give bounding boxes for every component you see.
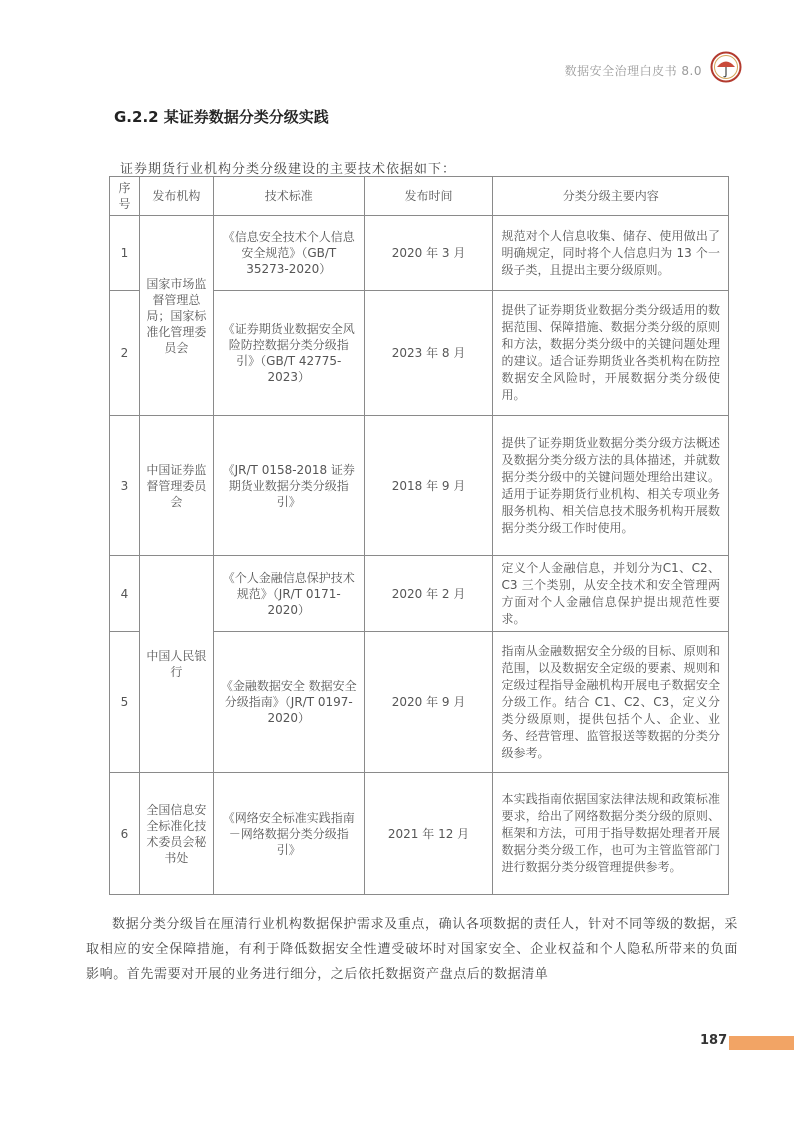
table-header-row [110, 177, 729, 216]
standards-table [109, 176, 729, 895]
issuing-org: 中国人民银行 [139, 556, 213, 773]
section-title: G.2.2 某证券数据分类分级实践 [114, 108, 329, 126]
standard-name: 《金融数据安全 数据安全分级指南》（JR/T 0197-2020） [213, 632, 364, 773]
standard-name: 《个人金融信息保护技术规范》（JR/T 0171-2020） [213, 556, 364, 632]
issuing-org: 全国信息安全标准化技术委员会秘书处 [139, 773, 213, 895]
publish-date: 2023 年 8 月 [364, 291, 493, 416]
table-row [110, 773, 729, 895]
row-number: 6 [110, 773, 140, 895]
row-number: 3 [110, 416, 140, 556]
publish-date: 2018 年 9 月 [364, 416, 493, 556]
standard-name: 《网络安全标准实践指南－网络数据分类分级指引》 [213, 773, 364, 895]
classification-content: 提供了证券期货业数据分类分级适用的数据范围、保障措施、数据分类分级的原则和方法，数据分类分级中的关键问题处理的建议。适合证券期货业各类机构在防控数据安全风险时，开展数据分类分级使用。 [493, 291, 729, 416]
body-paragraph: 数据分类分级旨在厘清行业机构数据保护需求及重点，确认各项数据的责任人，针对不同等级的数据，采取相应的安全保障措施，有利于降低数据安全性遭受破坏时对国家安全、企业权益和个人隐私所带来的负面影响。首先需要对开展的业务进行细分，之后依托数据资产盘点后的数据清单 [86, 917, 738, 982]
header-standard: 技术标准 [213, 177, 364, 216]
classification-content: 本实践指南依据国家法律法规和政策标准要求，给出了网络数据分类分级的原则、框架和方法，可用于指导数据处理者开展数据分类分级工作，也可为主管监管部门进行数据分类分级管理提供参考。 [493, 773, 729, 895]
standard-name: 《信息安全技术个人信息安全规范》（GB/T 35273-2020） [213, 216, 364, 291]
publish-date: 2021 年 12 月 [364, 773, 493, 895]
classification-content: 定义个人金融信息，并划分为C1、C2、C3 三个类别，从安全技术和安全管理两方面对个人金融信息保护提出规范性要求。 [493, 556, 729, 632]
classification-content: 指南从金融数据安全分级的目标、原则和范围，以及数据安全定级的要素、规则和定级过程指导金融机构开展电子数据安全分级工作。结合 C1、C2、C3，定义分类分级原则，提供包括个人、企业、业务、经营管理、监管报送等数据的分类分级参考。 [493, 632, 729, 773]
row-number: 5 [110, 632, 140, 773]
publish-date: 2020 年 9 月 [364, 632, 493, 773]
umbrella-shield-icon [710, 51, 742, 83]
header-date: 发布时间 [364, 177, 493, 216]
publish-date: 2020 年 2 月 [364, 556, 493, 632]
standard-name: 《JR/T 0158-2018 证券期货业数据分类分级指引》 [213, 416, 364, 556]
header-org: 发布机构 [139, 177, 213, 216]
standard-name: 《证券期货业数据安全风险防控数据分类分级指引》（GB/T 42775-2023） [213, 291, 364, 416]
table-intro: 证券期货行业机构分类分级建设的主要技术依据如下： [120, 162, 457, 177]
row-number: 4 [110, 556, 140, 632]
table-row [110, 556, 729, 632]
issuing-org: 中国证券监督管理委员会 [139, 416, 213, 556]
header-no: 序号 [110, 177, 140, 216]
table-row [110, 416, 729, 556]
page-number: 187 [700, 1033, 728, 1048]
table-row [110, 216, 729, 291]
header-text: 数据安全治理白皮书 8.0 [564, 64, 702, 78]
row-number: 1 [110, 216, 140, 291]
classification-content: 提供了证券期货业数据分类分级方法概述及数据分类分级方法的具体描述，并就数据分类分级中的关键问题处理给出建议。适用于证券期货行业机构、相关专项业务服务机构、相关信息技术服务机构开展数据分类分级工作时使用。 [493, 416, 729, 556]
classification-content: 规范对个人信息收集、储存、使用做出了明确规定，同时将个人信息归为 13 个一级子类，且提出主要分级原则。 [493, 216, 729, 291]
issuing-org: 国家市场监督管理总局；国家标准化管理委员会 [139, 216, 213, 416]
header-content: 分类分级主要内容 [493, 177, 729, 216]
page-accent-bar [729, 1036, 794, 1050]
publish-date: 2020 年 3 月 [364, 216, 493, 291]
row-number: 2 [110, 291, 140, 416]
